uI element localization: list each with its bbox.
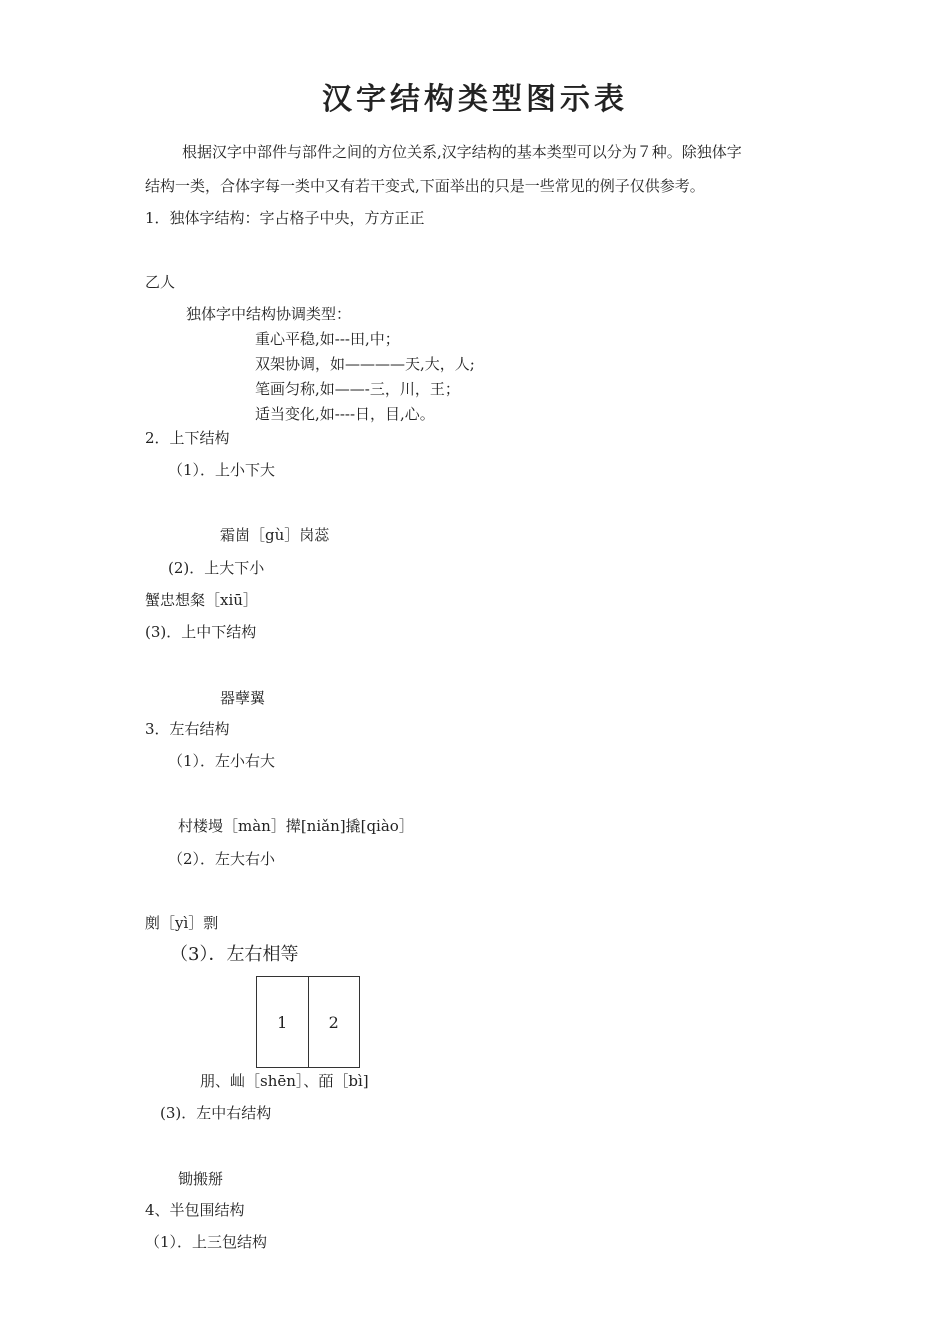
section-3-example-2: 剫［yì］剽 <box>145 914 219 932</box>
section-2-sub-2: (2)．上大下小 <box>168 559 265 577</box>
section-1-subheading: 独体字中结构协调类型： <box>186 305 352 323</box>
section-2-heading: 2．上下结构 <box>145 429 230 447</box>
section-1-item: 双架协调，如————天,大，人; <box>255 355 475 373</box>
section-1-example: 乙人 <box>145 273 176 291</box>
section-2-example-2: 蟹忠想粲［xiū］ <box>145 591 258 609</box>
section-3-sub-4: (3)．左中右结构 <box>160 1104 272 1122</box>
section-3-example-1: 村楼墁［màn］撵[niǎn]撬[qiào］ <box>178 817 414 835</box>
intro-line-2: 结构一类，合体字每一类中又有若干变式,下面举出的只是一些常见的例子仅供参考。 <box>145 177 705 195</box>
section-3-sub-2: （2）．左大右小 <box>168 850 276 868</box>
section-2-sub-3: (3)．上中下结构 <box>145 623 257 641</box>
section-3-heading: 3．左右结构 <box>145 720 230 738</box>
page-title: 汉字结构类型图示表 <box>322 82 628 117</box>
section-3-example-4: 锄搬掰 <box>178 1170 224 1188</box>
section-1-item: 适当变化,如----日，目,心。 <box>255 405 435 423</box>
section-2-sub-1: （1）．上小下大 <box>168 461 276 479</box>
section-4-sub-1: （1）．上三包结构 <box>145 1233 268 1251</box>
section-1-item: 重心平稳,如---田,中； <box>255 330 400 348</box>
intro-line-1: 根据汉字中部件与部件之间的方位关系,汉字结构的基本类型可以分为７种。除独体字 <box>182 143 742 161</box>
left-right-equal-diagram <box>256 976 360 1068</box>
section-3-sub-3: （3）．左右相等 <box>170 944 299 965</box>
section-1-heading: 1．独体字结构：字占格子中央，方方正正 <box>145 209 425 227</box>
diagram-cell-right: 2 <box>308 977 360 1067</box>
section-3-sub-1: （1）．左小右大 <box>168 752 276 770</box>
diagram-cell-left: 1 <box>277 1012 288 1032</box>
section-2-example-3: 器孽翼 <box>220 689 266 707</box>
section-2-example-1: 霜崮［gù］岗蕊 <box>220 526 330 544</box>
section-3-example-3: 朋、屾［shēn］、皕［bì] <box>200 1072 369 1090</box>
section-4-heading: 4、半包围结构 <box>145 1201 245 1219</box>
section-1-item: 笔画匀称,如——-三，川，王； <box>255 380 460 398</box>
